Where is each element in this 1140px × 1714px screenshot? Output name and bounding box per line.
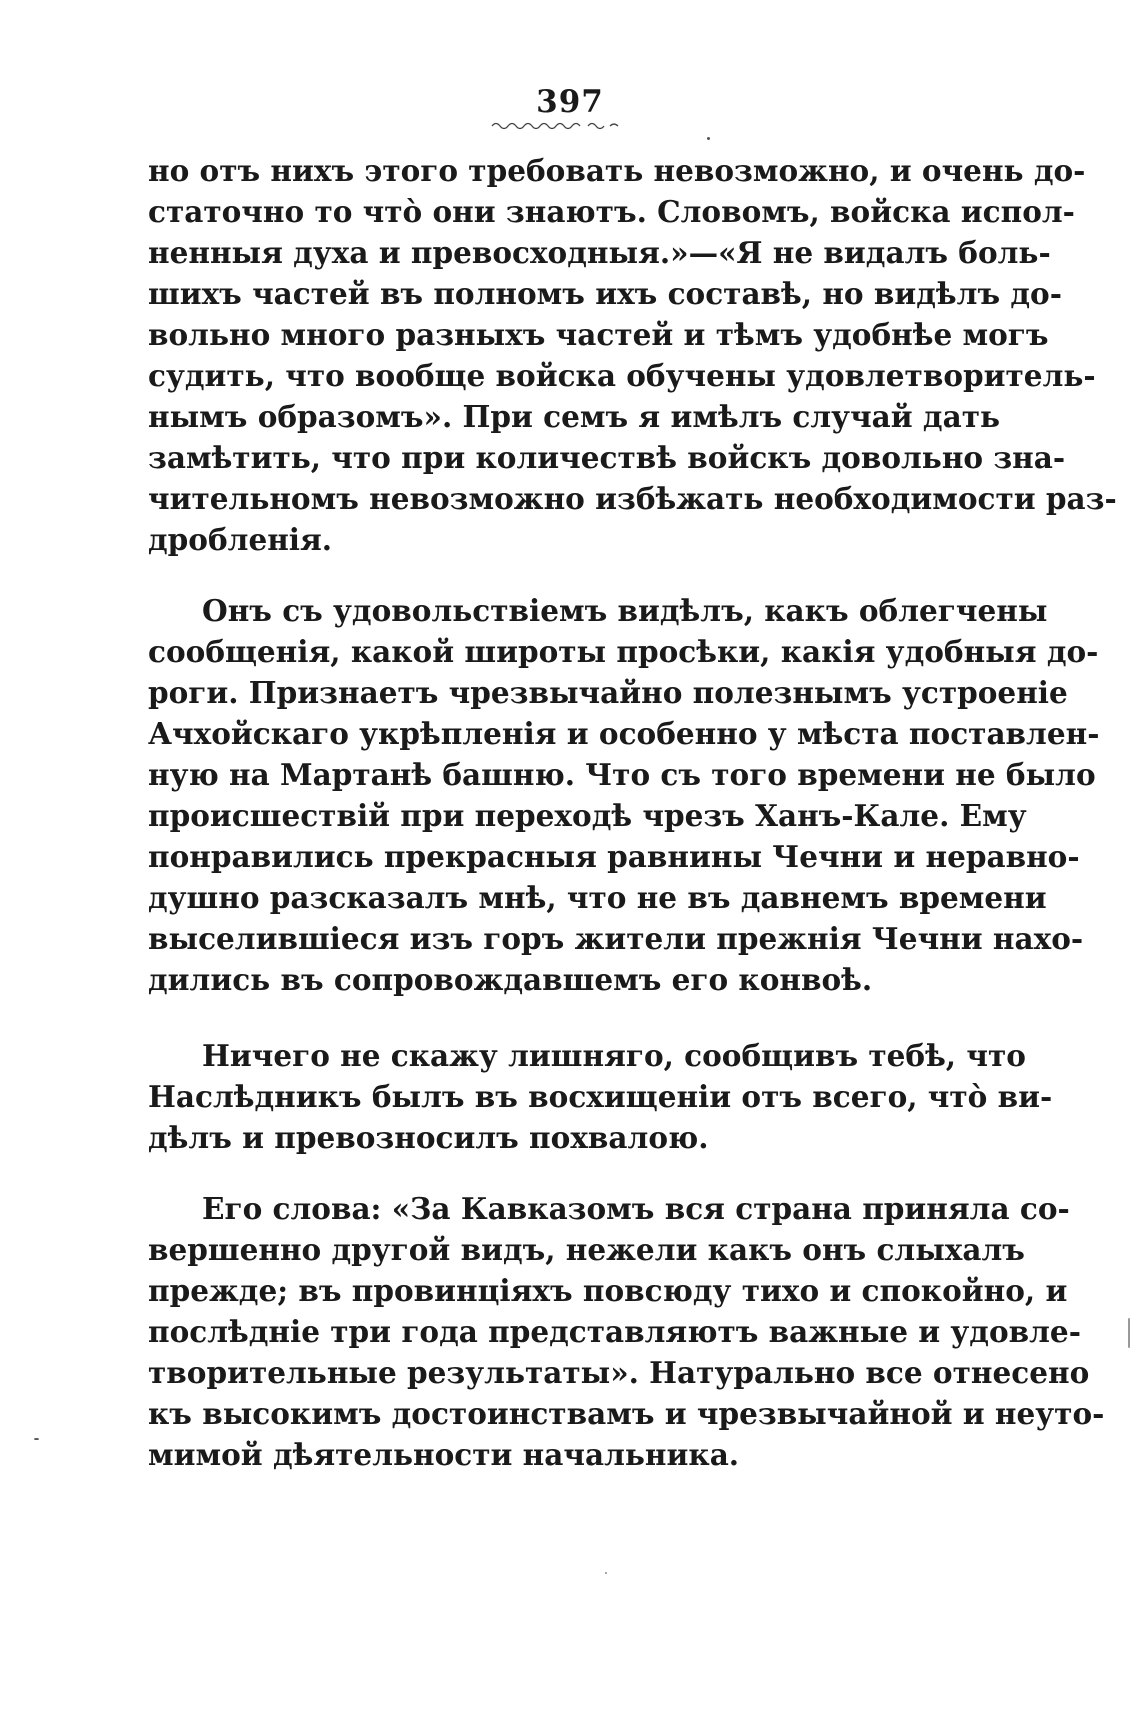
text-line: Онъ съ удовольствіемъ видѣлъ, какъ облегчены xyxy=(202,593,1048,628)
text-line: шихъ частей въ полномъ ихъ составѣ, но видѣлъ до- xyxy=(148,276,1062,311)
text-line: душно разсказалъ мнѣ, что не въ давнемъ времени xyxy=(148,880,1047,915)
scan-speck xyxy=(707,137,710,140)
text-line: Его слова: «За Кавказомъ вся страна приняла со- xyxy=(202,1191,1070,1226)
paragraph-1 xyxy=(148,150,1117,560)
paragraph-4 xyxy=(148,1188,1105,1475)
text-line: но отъ нихъ этого требовать невозможно, и очень до- xyxy=(148,153,1086,188)
text-line: происшествій при переходѣ чрезъ Ханъ-Кале. Ему xyxy=(148,798,1027,833)
paragraph-3 xyxy=(148,1035,1053,1158)
text-line: дробленія. xyxy=(148,522,333,557)
text-line: судить, что вообще войска обучены удовлетворитель- xyxy=(148,358,1096,393)
text-line: дѣлъ и превозносилъ похвалою. xyxy=(148,1120,709,1155)
text-line: къ высокимъ достоинствамъ и чрезвычайной и неуто- xyxy=(148,1396,1105,1431)
paragraph-2 xyxy=(148,590,1100,1000)
text-line: замѣтить, что при количествѣ войскъ довольно зна- xyxy=(148,440,1066,475)
page-number-ornament xyxy=(490,118,620,130)
scan-speck xyxy=(1128,1318,1130,1348)
text-line: выселившіеся изъ горъ жители прежнія Чечни нахо- xyxy=(148,921,1084,956)
text-line: сообщенія, какой широты просѣки, какія удобныя до- xyxy=(148,634,1099,669)
text-line: нымъ образомъ». При семъ я имѣлъ случай дать xyxy=(148,399,1000,434)
text-line: послѣдніе три года представляютъ важные и удовле- xyxy=(148,1314,1081,1349)
text-line: Ачхойскаго укрѣпленія и особенно у мѣста поставлен- xyxy=(148,716,1100,751)
text-line: вольно много разныхъ частей и тѣмъ удобнѣе могъ xyxy=(148,317,1049,352)
text-line: ненныя духа и превосходныя.»—«Я не видалъ боль- xyxy=(148,235,1051,270)
page-number: 397 xyxy=(536,84,604,120)
text-line: вершенно другой видъ, нежели какъ онъ слыхалъ xyxy=(148,1232,1025,1267)
text-line: чительномъ невозможно избѣжать необходимости раз- xyxy=(148,481,1117,516)
text-line: ную на Мартанѣ башню. Что съ того времени не было xyxy=(148,757,1096,792)
scan-speck xyxy=(34,1438,39,1440)
text-line: статочно то чтò они знаютъ. Словомъ, войска испол- xyxy=(148,194,1075,229)
scan-speck xyxy=(605,1572,607,1574)
text-line: роги. Признаетъ чрезвычайно полезнымъ устроеніе xyxy=(148,675,1068,710)
text-line: творительные результаты». Натурально все отнесено xyxy=(148,1355,1090,1390)
text-line: прежде; въ провинціяхъ повсюду тихо и спокойно, и xyxy=(148,1273,1068,1308)
text-line: мимой дѣятельности начальника. xyxy=(148,1437,740,1472)
text-line: понравились прекрасныя равнины Чечни и неравно- xyxy=(148,839,1080,874)
text-line: Ничего не скажу лишняго, сообщивъ тебѣ, что xyxy=(202,1038,1026,1073)
text-line: дились въ сопровождавшемъ его конвоѣ. xyxy=(148,962,873,997)
text-line: Наслѣдникъ былъ въ восхищеніи отъ всего, чтò ви- xyxy=(148,1079,1053,1114)
